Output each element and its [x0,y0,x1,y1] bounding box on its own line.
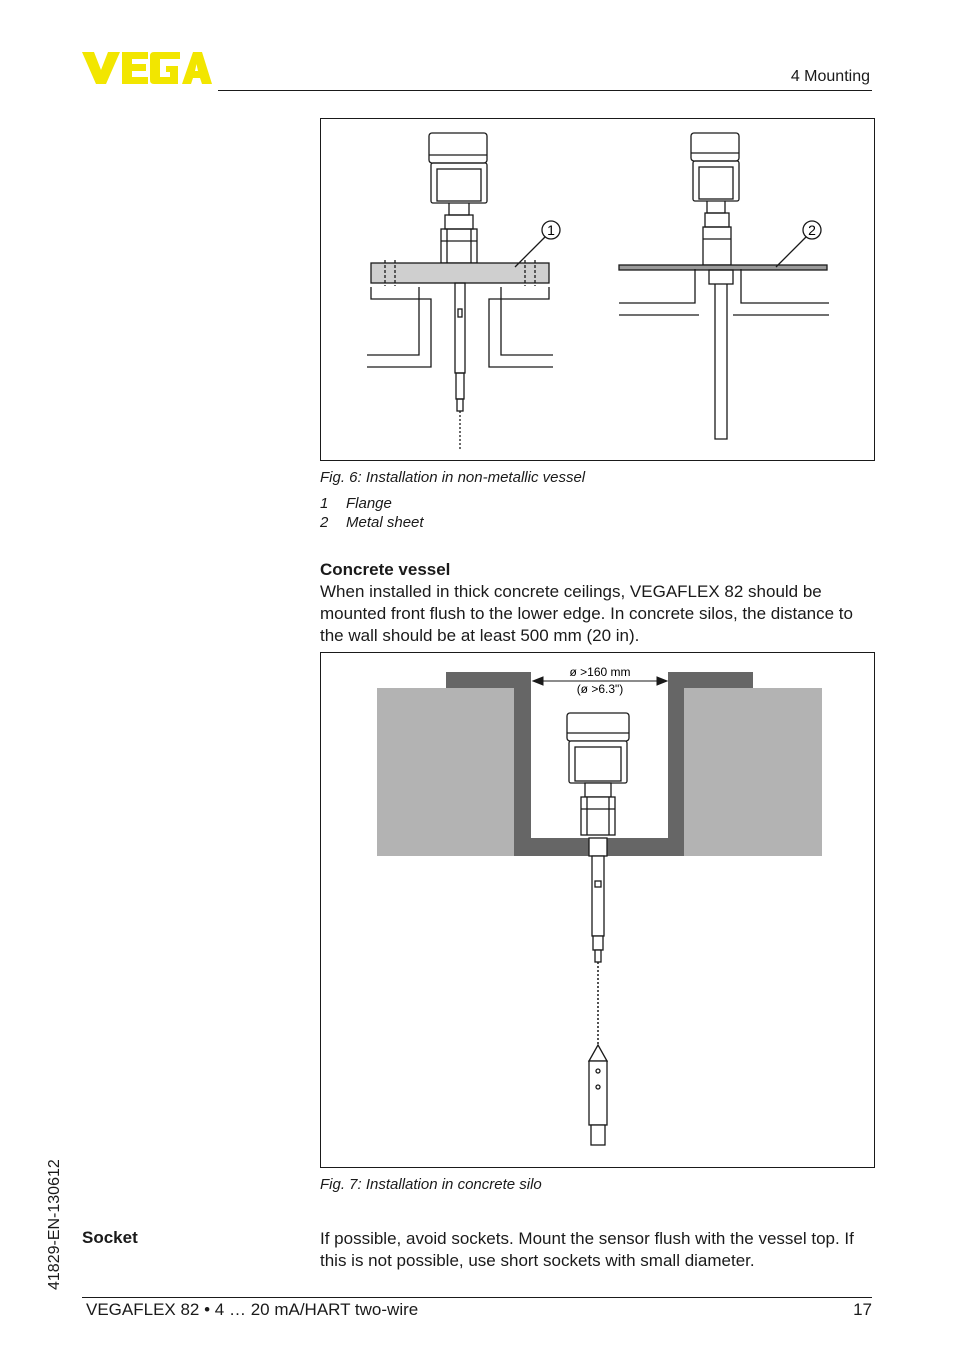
concrete-vessel-heading: Concrete vessel [320,560,451,579]
footer-product: VEGAFLEX 82 • 4 … 20 mA/HART two-wire [86,1300,419,1319]
concrete-vessel-text: When installed in thick concrete ceilings, VEGAFLEX 82 should be mounted front flush to the lower edge. In concrete silos, the distance to the wall should be at least 500 mm (20 in). [320,582,853,645]
legend-number: 2 [320,514,329,531]
callout-2: 2 [808,222,816,238]
legend-label: Flange [346,495,392,512]
figure-6-frame [320,118,875,461]
concrete-block-left [377,688,517,856]
dimension-label-in: (ø >6.3") [576,682,624,696]
document-code: 41829-EN-130612 [46,1159,63,1290]
figure-6-caption: Fig. 6: Installation in non-metallic vessel [320,469,586,486]
legend-item [320,514,424,531]
legend-item [320,495,424,512]
header-rule [218,90,872,91]
figure-6-legend [320,495,424,531]
callout-1: 1 [547,222,555,238]
figure-6-drawing [321,119,874,460]
page-number: 17 [853,1300,872,1319]
figure-7-caption: Fig. 7: Installation in concrete silo [320,1176,542,1193]
socket-heading: Socket [82,1228,138,1247]
legend-number: 1 [320,495,329,512]
dimension-label-mm: ø >160 mm [569,665,631,679]
figure-7-drawing [321,653,874,1167]
legend-label: Metal sheet [346,514,424,531]
section-label: 4 Mounting [790,68,870,85]
figure-7-frame [320,652,875,1168]
concrete-block-right [681,688,822,856]
footer-rule [82,1297,872,1298]
vega-logo [82,52,212,84]
socket-text: If possible, avoid sockets. Mount the sensor flush with the vessel top. If this is not possible, use short sockets with small diameter. [320,1229,854,1270]
